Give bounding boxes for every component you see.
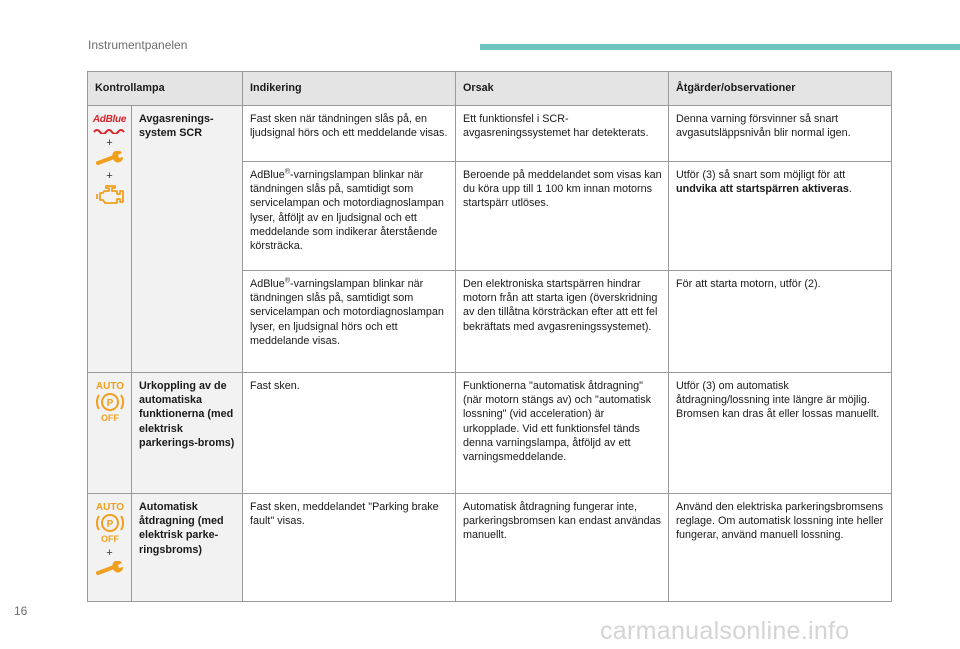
svg-text:P: P bbox=[106, 398, 113, 409]
warning-lamp-table bbox=[87, 71, 892, 602]
engine-icon bbox=[95, 184, 125, 206]
cell-atgard: Utför (3) om automatisk åtdragning/lossning inte längre är möjlig. Bromsen kan dras åt eller lossas manuellt. bbox=[669, 373, 892, 494]
auto-p-off-icon bbox=[92, 500, 128, 544]
svg-text:OFF: OFF bbox=[100, 534, 119, 544]
column-header-atgarder: Åtgärder/observationer bbox=[669, 72, 892, 106]
cell-indikering: Fast sken när tändningen slås på, en ljudsignal hörs och ett meddelande visas. bbox=[243, 106, 456, 162]
table-header-row bbox=[88, 72, 892, 106]
cell-atgard: Denna varning försvinner så snart avgasutsläppsnivån blir normal igen. bbox=[669, 106, 892, 162]
plus-sign: + bbox=[106, 137, 113, 150]
cell-indikering: Fast sken. bbox=[243, 373, 456, 494]
lamp-name-atdragning: Automatisk åtdragning (med elektrisk parke-ringsbroms) bbox=[132, 494, 243, 602]
emphasis-text: undvika att startspärren aktiveras bbox=[676, 183, 849, 196]
adblue-icon: AdBlue bbox=[92, 112, 128, 134]
cell-atgard: Utför (3) så snart som möjligt för att undvika att startspärren aktiveras. bbox=[669, 162, 892, 271]
plus-sign: + bbox=[106, 170, 113, 183]
table-row bbox=[88, 494, 892, 602]
wrench-icon bbox=[95, 561, 125, 577]
lamp-icons-scr bbox=[88, 106, 132, 373]
svg-text:AUTO: AUTO bbox=[95, 502, 124, 513]
svg-text:OFF: OFF bbox=[100, 413, 119, 423]
cell-orsak: Den elektroniska startspärren hindrar motorn från att starta igen (överskridning av den tillåtna körsträckan efter att ett fel bekräftats med avgasreningssystemet). bbox=[456, 271, 669, 373]
table-row bbox=[88, 106, 892, 162]
svg-text:AUTO: AUTO bbox=[95, 381, 124, 392]
cell-indikering: Fast sken, meddelandet "Parking brake fault" visas. bbox=[243, 494, 456, 602]
table-row bbox=[88, 373, 892, 494]
svg-text:P: P bbox=[106, 519, 113, 530]
cell-atgard: För att starta motorn, utför (2). bbox=[669, 271, 892, 373]
cell-indikering: AdBlue®-varningslampan blinkar när tändningen slås på, samtidigt som servicelampan och motordiagnoslampan lyser, åtföljt av en ljudsignal och ett meddelande som indikerar återstående körsträcka. bbox=[243, 162, 456, 271]
cell-orsak: Automatisk åtdragning fungerar inte, parkeringsbromsen kan endast användas manuellt. bbox=[456, 494, 669, 602]
column-header-orsak: Orsak bbox=[456, 72, 669, 106]
cell-orsak: Funktionerna "automatisk åtdragning" (när motorn stängs av) och "automatisk lossning" (vid acceleration) är urkopplade. Vid ett funktionsfel tänds denna varningslampa, åtföljd av ett varningsmeddelande. bbox=[456, 373, 669, 494]
lamp-icons-urkoppling bbox=[88, 373, 132, 494]
lamp-name-scr: Avgasrenings-system SCR bbox=[132, 106, 243, 373]
lamp-icons-atdragning bbox=[88, 494, 132, 602]
auto-p-off-icon bbox=[92, 379, 128, 423]
column-header-kontrollampa: Kontrollampa bbox=[88, 72, 243, 106]
cell-orsak: Ett funktionsfel i SCR-avgasreningssystemet har detekterats. bbox=[456, 106, 669, 162]
cell-atgard: Använd den elektriska parkeringsbromsens reglage. Om automatisk lossning inte heller fungerar, använd manuell lossning. bbox=[669, 494, 892, 602]
section-accent-bar bbox=[480, 44, 960, 50]
lamp-name-urkoppling: Urkoppling av de automatiska funktionerna (med elektrisk parkerings-broms) bbox=[132, 373, 243, 494]
section-title: Instrumentpanelen bbox=[88, 38, 188, 52]
cell-indikering: AdBlue®-varningslampan blinkar när tändningen slås på, samtidigt som servicelampan och motordiagnoslampan lyser, en ljudsignal hörs och ett meddelande visas. bbox=[243, 271, 456, 373]
watermark: carmanualsonline.info bbox=[600, 617, 850, 645]
wrench-icon bbox=[95, 151, 125, 167]
cell-orsak: Beroende på meddelandet som visas kan du köra upp till 1 100 km innan motorns startspärr utlöses. bbox=[456, 162, 669, 271]
page-number: 16 bbox=[14, 604, 28, 618]
plus-sign: + bbox=[106, 547, 113, 559]
column-header-indikering: Indikering bbox=[243, 72, 456, 106]
